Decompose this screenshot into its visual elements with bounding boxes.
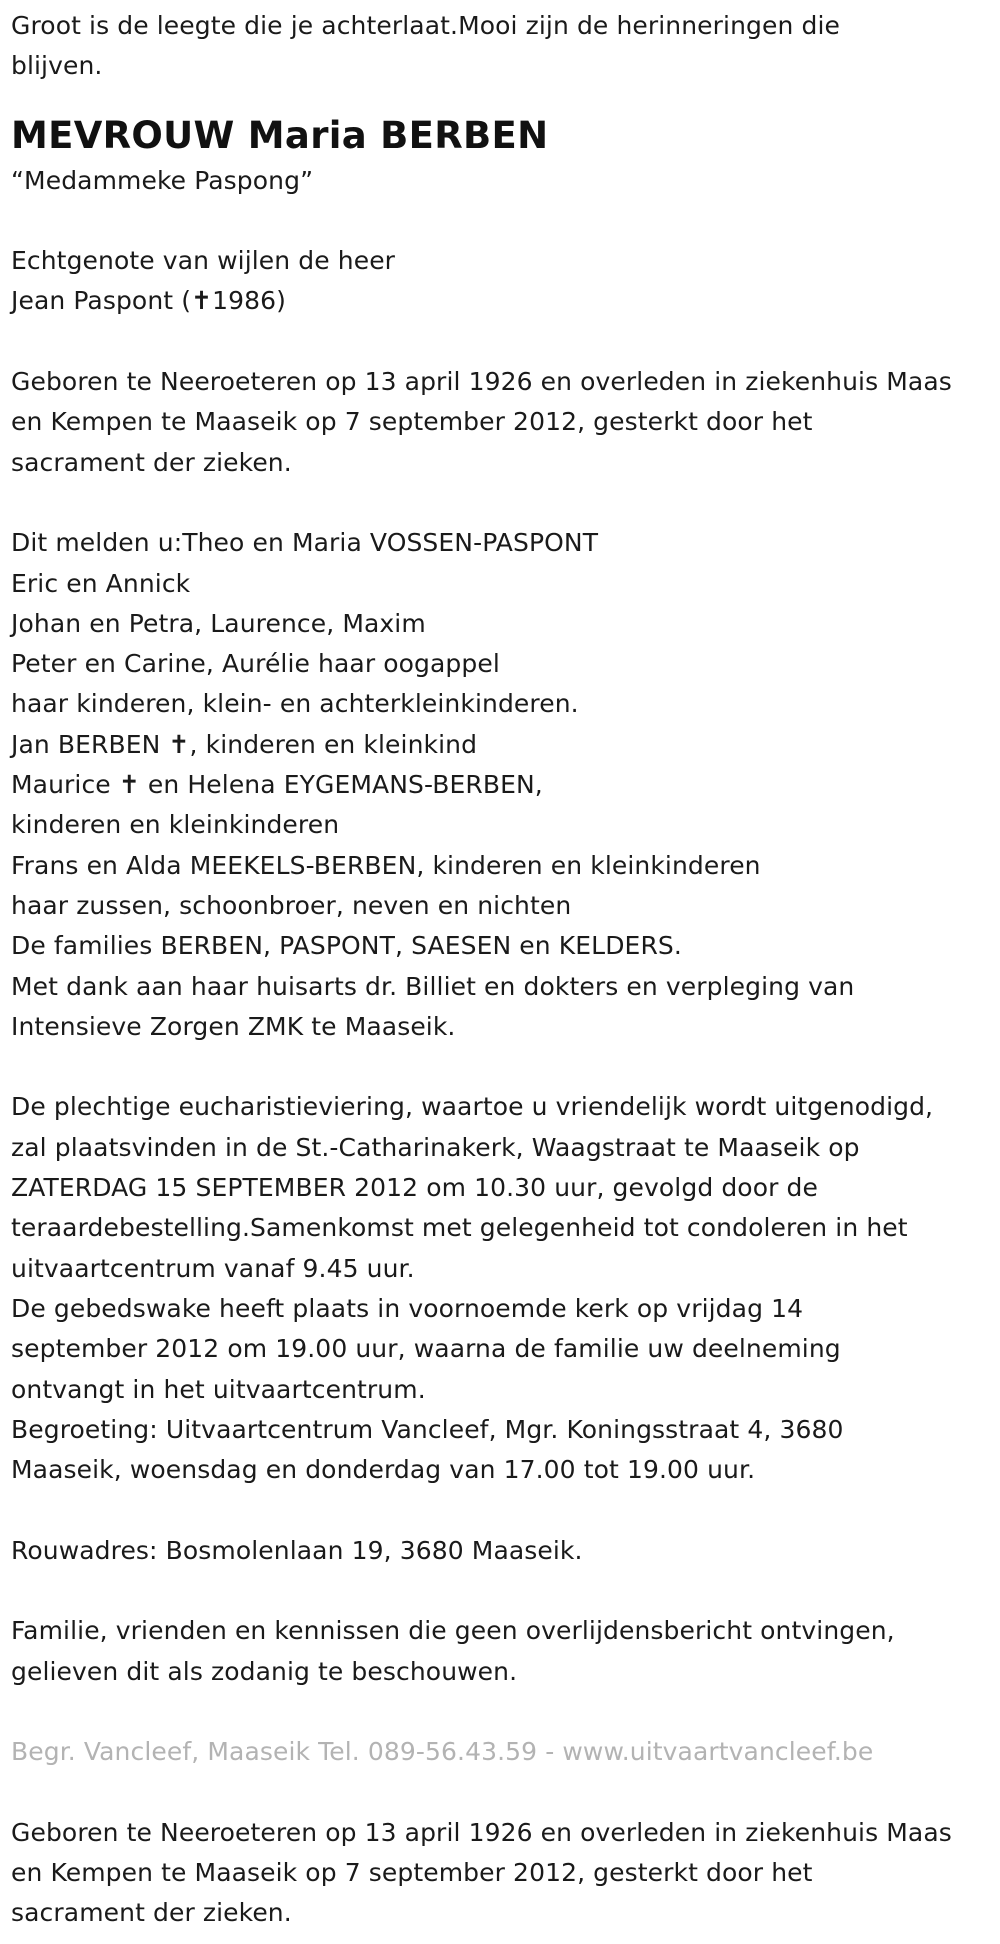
- birth-death-line: Geboren te Neeroeteren op 13 april 1926 en overleden in ziekenhuis Maas: [11, 1817, 952, 1847]
- spacer: [11, 1692, 988, 1732]
- intro-quote: [11, 6, 988, 87]
- notice-line: gelieven dit als zodanig te beschouwen.: [11, 1656, 518, 1686]
- ceremony-line: De plechtige eucharistieviering, waartoe u vriendelijk wordt uitgenodigd,: [11, 1092, 934, 1122]
- birth-death-info-repeat: [11, 1813, 988, 1934]
- family-line: kinderen en kleinkinderen: [11, 810, 340, 840]
- notice-line: Familie, vrienden en kennissen die geen overlijdensbericht ontvingen,: [11, 1616, 895, 1646]
- intro-line: blijven.: [11, 51, 103, 81]
- spacer: [11, 1490, 988, 1530]
- ceremony-line: teraardebestelling.Samenkomst met gelegenheid tot condoleren in het: [11, 1213, 908, 1243]
- ceremony-line: Maaseik, woensdag en donderdag van 17.00 tot 19.00 uur.: [11, 1455, 756, 1485]
- family-line: haar kinderen, klein- en achterkleinkinderen.: [11, 689, 579, 719]
- family-line: Dit melden u:Theo en Maria VOSSEN-PASPONT: [11, 528, 599, 558]
- ceremony-line: ZATERDAG 15 SEPTEMBER 2012 om 10.30 uur, gevolgd door de: [11, 1173, 818, 1203]
- spacer: [11, 201, 988, 241]
- family-line: Intensieve Zorgen ZMK te Maaseik.: [11, 1011, 456, 1041]
- family-line: Jan BERBEN ✝, kinderen en kleinkind: [11, 729, 478, 759]
- spouse-line: Jean Paspont (✝1986): [11, 286, 286, 316]
- family-line: Met dank aan haar huisarts dr. Billiet en dokters en verpleging van: [11, 971, 855, 1001]
- spacer: [11, 483, 988, 523]
- spacer: [11, 87, 988, 111]
- ceremony-line: uitvaartcentrum vanaf 9.45 uur.: [11, 1253, 415, 1283]
- ceremony-line: Begroeting: Uitvaartcentrum Vancleef, Mgr. Koningsstraat 4, 3680: [11, 1414, 844, 1444]
- family-line: Maurice ✝ en Helena EYGEMANS-BERBEN,: [11, 770, 543, 800]
- family-line: Johan en Petra, Laurence, Maxim: [11, 608, 426, 638]
- spacer: [11, 1772, 988, 1812]
- ceremony-details: [11, 1087, 988, 1490]
- ceremony-line: zal plaatsvinden in de St.-Catharinakerk, Waagstraat te Maaseik op: [11, 1132, 860, 1162]
- spouse-line: Echtgenote van wijlen de heer: [11, 246, 396, 276]
- spacer: [11, 1047, 988, 1087]
- spouse-info: [11, 241, 988, 322]
- family-line: Frans en Alda MEEKELS-BERBEN, kinderen en kleinkinderen: [11, 850, 761, 880]
- spacer: [11, 322, 988, 362]
- family-line: De families BERBEN, PASPONT, SAESEN en KELDERS.: [11, 931, 682, 961]
- family-line: haar zussen, schoonbroer, neven en nichten: [11, 890, 572, 920]
- birth-death-line: Geboren te Neeroeteren op 13 april 1926 en overleden in ziekenhuis Maas: [11, 367, 952, 397]
- funeral-home-credit: Begr. Vancleef, Maaseik Tel. 089-56.43.59 - www.uitvaartvancleef.be: [11, 1737, 874, 1767]
- family-line: Peter en Carine, Aurélie haar oogappel: [11, 649, 500, 679]
- deceased-name: MEVROUW Maria BERBEN: [11, 113, 549, 157]
- birth-death-line: en Kempen te Maaseik op 7 september 2012, gesterkt door het: [11, 407, 813, 437]
- birth-death-line: sacrament der zieken.: [11, 447, 292, 477]
- birth-death-line: en Kempen te Maaseik op 7 september 2012, gesterkt door het: [11, 1858, 813, 1888]
- birth-death-line: sacrament der zieken.: [11, 1898, 292, 1928]
- family-announcement: [11, 523, 988, 1047]
- ceremony-line: ontvangt in het uitvaartcentrum.: [11, 1374, 426, 1404]
- ceremony-line: september 2012 om 19.00 uur, waarna de familie uw deelneming: [11, 1334, 841, 1364]
- birth-death-info: [11, 362, 988, 483]
- address-line: Rouwadres: Bosmolenlaan 19, 3680 Maaseik.: [11, 1535, 583, 1565]
- mourning-address: [11, 1531, 988, 1571]
- intro-line: Groot is de leegte die je achterlaat.Mooi zijn de herinneringen die: [11, 11, 840, 40]
- family-line: Eric en Annick: [11, 568, 191, 598]
- deceased-nickname: “Medammeke Paspong”: [11, 165, 314, 195]
- ceremony-line: De gebedswake heeft plaats in voornoemde kerk op vrijdag 14: [11, 1293, 804, 1323]
- notice: [11, 1611, 988, 1692]
- spacer: [11, 1571, 988, 1611]
